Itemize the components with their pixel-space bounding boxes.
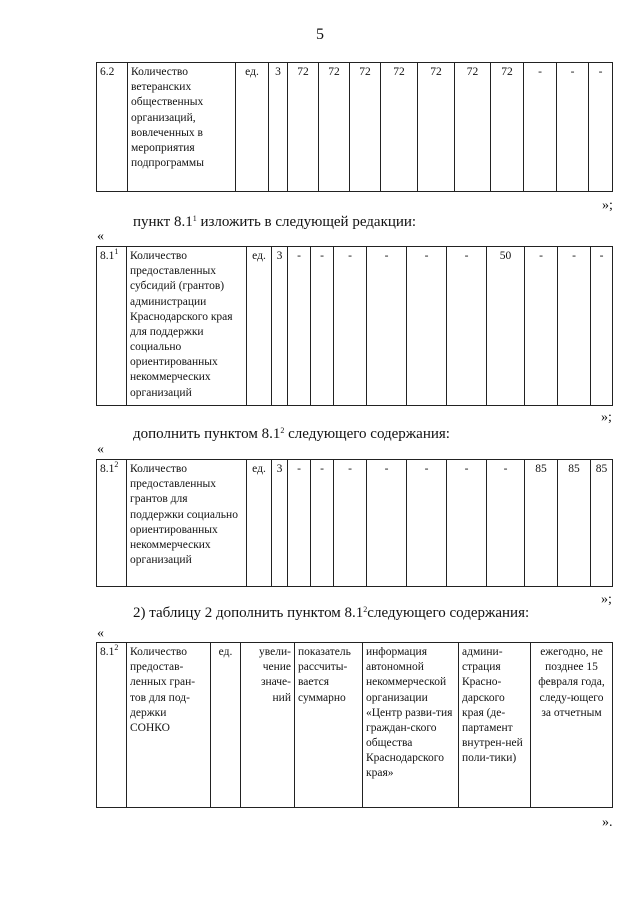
value-cell: - <box>591 247 613 406</box>
value-cell: - <box>589 63 613 192</box>
value-cell: - <box>288 460 311 587</box>
value-cell: 50 <box>487 247 525 406</box>
page-number: 5 <box>316 26 324 43</box>
paragraph-8-1-1: пункт $8.1^1$ изложить в следующей редакции: <box>133 214 417 230</box>
unit-cell: ед. <box>247 247 272 406</box>
closing-quote: »; <box>601 592 612 607</box>
opening-quote: « <box>97 229 104 244</box>
row-number: 6.2 <box>97 63 128 192</box>
row-number: $8.1^2$ <box>97 460 127 587</box>
value-cell: 85 <box>591 460 613 587</box>
paragraph-table-2: 2) таблицу 2 дополнить пунктом $8.1^2следующего$ содержания: <box>133 605 530 621</box>
value-cell: - <box>557 63 589 192</box>
value-cell: - <box>558 247 591 406</box>
period-cell: ежегодно, не позднее 15 февраля года, следу-ющего за отчетным <box>531 643 613 808</box>
value-cell: 85 <box>558 460 591 587</box>
value-cell: 85 <box>525 460 558 587</box>
value-cell: 72 <box>288 63 319 192</box>
value-cell: - <box>487 460 525 587</box>
opening-quote: « <box>97 626 104 641</box>
opening-quote: « <box>97 442 104 457</box>
direction-cell: увели-чение значе-ний <box>241 643 295 808</box>
row-number: $8.1^2$ <box>97 643 127 808</box>
value-cell: - <box>407 247 447 406</box>
method-cell: показатель рассчиты-вается суммарно <box>295 643 363 808</box>
value-cell: 3 <box>272 247 288 406</box>
closing-quote: »; <box>601 410 612 425</box>
unit-cell: ед. <box>236 63 269 192</box>
value-cell: - <box>311 247 334 406</box>
paragraph-8-1-2: дополнить пунктом $8.1^2$ следующего содержания: <box>133 426 450 442</box>
indicator-label: Количество ветеранских общественных организаций, вовлеченных в мероприятия подпрограммы <box>128 63 236 192</box>
value-cell: - <box>334 460 367 587</box>
value-cell: 72 <box>418 63 455 192</box>
value-cell: 72 <box>381 63 418 192</box>
value-cell: - <box>367 460 407 587</box>
table-row-6-2 <box>96 62 613 192</box>
value-cell: 3 <box>272 460 288 587</box>
source-cell: информация автономной некоммерческой организации «Центр разви-тия граждан-ского общества Краснодарского края» <box>363 643 459 808</box>
row-number: $8.1^1$ <box>97 247 127 406</box>
value-cell: 72 <box>455 63 491 192</box>
closing-quote: »; <box>602 198 613 213</box>
indicator-label: Количество предоставленных грантов для поддержки социально ориентированных некоммерческих организаций <box>127 460 247 587</box>
value-cell: - <box>447 460 487 587</box>
value-cell: - <box>367 247 407 406</box>
value-cell: - <box>447 247 487 406</box>
indicator-label: Количество предостав-ленных гран-тов для под-держки СОНКО <box>127 643 211 808</box>
value-cell: 72 <box>491 63 524 192</box>
table-row-8-1-1 <box>96 246 613 406</box>
indicator-label: Количество предоставленных субсидий (грантов) администрации Краснодарского края для поддержки социально ориентированных некоммерческих организаций <box>127 247 247 406</box>
value-cell: - <box>311 460 334 587</box>
value-cell: - <box>334 247 367 406</box>
closing-quote: ». <box>602 815 613 830</box>
value-cell: 3 <box>269 63 288 192</box>
value-cell: 72 <box>350 63 381 192</box>
value-cell: - <box>524 63 557 192</box>
unit-cell: ед. <box>247 460 272 587</box>
unit-cell: ед. <box>211 643 241 808</box>
value-cell: - <box>525 247 558 406</box>
table-row-8-1-2 <box>96 459 613 587</box>
value-cell: - <box>288 247 311 406</box>
responsible-cell: админи-страция Красно-дарского края (де-партамент внутрен-ней поли-тики) <box>459 643 531 808</box>
table-2-row-8-1-2 <box>96 642 613 808</box>
value-cell: 72 <box>319 63 350 192</box>
value-cell: - <box>407 460 447 587</box>
